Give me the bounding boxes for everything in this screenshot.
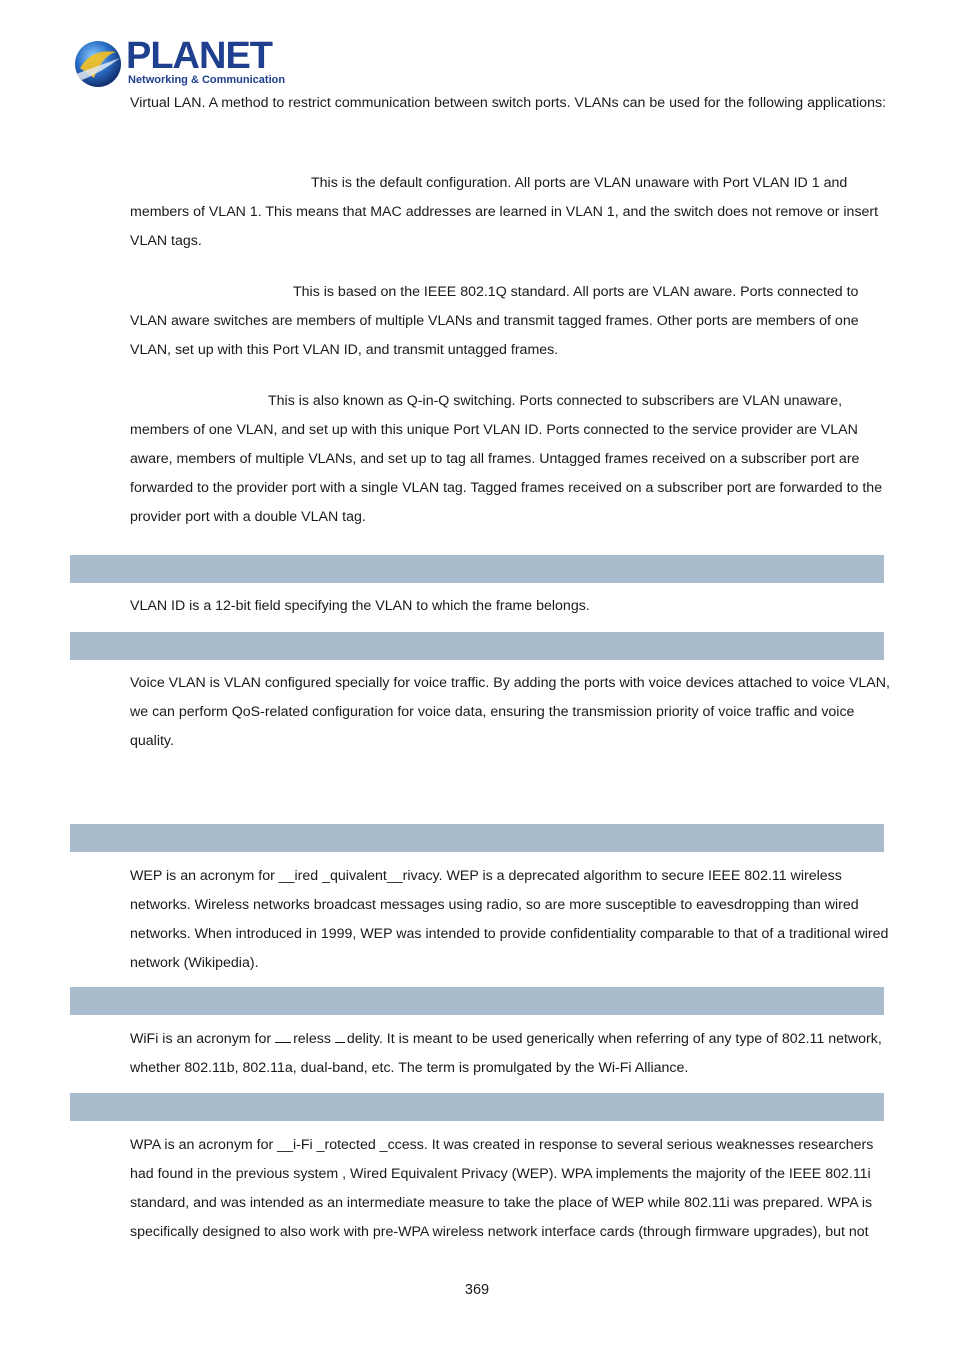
section-bar-wifi (70, 987, 884, 1015)
wifi-text-mid: reless (293, 1031, 335, 1047)
underline-blank (335, 1030, 345, 1043)
underline-blank (275, 1030, 291, 1043)
section-bar-wep (70, 824, 884, 852)
planet-logo (72, 35, 286, 90)
provider-switching-text: This is also known as Q-in-Q switching. Ports connected to subscribers are VLAN unaware, members of one VLAN, and set up with this unique Port VLAN ID. Ports connected to the service provider are VLAN aware, members of multiple VLANs, and set up to tag all frames. Untagged frames received on a subscriber port are forwarded to the provider port with a single VLAN tag. Tagged frames received on a subscriber port are forwarded to the provider port with a double VLAN tag. (130, 393, 883, 525)
voice-vlan-text: Voice VLAN is VLAN configured specially for voice traffic. By adding the ports with voice devices attached to voice VLAN, we can perform QoS-related configuration for voice data, ensuring the transmission priority of voice traffic and voice quality. (130, 675, 890, 749)
section-bar-voice-vlan (70, 632, 884, 660)
vlan-unaware-text: This is the default configuration. All ports are VLAN unaware with Port VLAN ID 1 and members of VLAN 1. This means that MAC addresses are learned in VLAN 1, and the switch does not remove or insert VLAN tags. (130, 175, 879, 249)
section-bar-vlan-id (70, 555, 884, 583)
vlan-intro-text: Virtual LAN. A method to restrict communication between switch ports. VLANs can be used for the following applications: (130, 95, 887, 111)
wep-text: WEP is an acronym for __ired _quivalent__rivacy. WEP is a deprecated algorithm to secure IEEE 802.11 wireless networks. Wireless networks broadcast messages using radio, so are more susceptible to eavesdropping than wired networks. When introduced in 1999, WEP was intended to provide confidentiality comparable to that of a traditional wired network (Wikipedia). (130, 868, 889, 971)
wpa-text: WPA is an acronym for __i-Fi _rotected _ccess. It was created in response to several serious weaknesses researchers had found in the previous system , Wired Equivalent Privacy (WEP). WPA implements the majority of the IEEE 802.11i standard, and was intended as an intermediate measure to take the place of WEP while 802.11i was prepared. WPA is specifically designed to also work with pre-WPA wireless network interface cards (through firmware upgrades), but not (130, 1137, 874, 1240)
section-bar-wpa (70, 1093, 884, 1121)
vlan-id-text: VLAN ID is a 12-bit field specifying the VLAN to which the frame belongs. (130, 598, 590, 614)
wifi-text-suffix: delity. It is meant to be used generically when referring of any type of 802.11 network, whether 802.11b, 802.11a, dual-band, etc. The term is promulgated by the Wi-Fi Alliance. (130, 1031, 882, 1076)
wifi-text-prefix: WiFi is an acronym for (130, 1031, 276, 1047)
globe-icon (72, 38, 124, 88)
brand-tagline: Networking & Communication (128, 74, 286, 86)
wifi-text (130, 1025, 900, 1083)
brand-name: PLANET (126, 35, 272, 77)
vlan-aware-text: This is based on the IEEE 802.1Q standard. All ports are VLAN aware. Ports connected to VLAN aware switches are members of multiple VLANs and transmit tagged frames. Other ports are members of one VLAN, set up with this Port VLAN ID, and transmit untagged frames. (130, 284, 859, 358)
page-number: 369 (464, 1282, 490, 1298)
